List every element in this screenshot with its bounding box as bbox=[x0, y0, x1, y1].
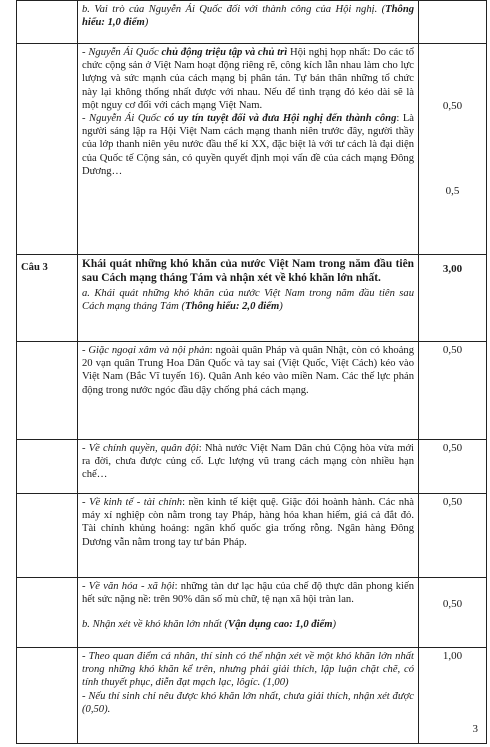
content-cell bbox=[78, 342, 419, 440]
score-cell bbox=[419, 578, 487, 648]
body-text: : Là người sáng lập ra Hội Việt Nam cách mạng thanh niên trước đây, người thầy của lớp thanh niên yêu nước đầu thế kỉ XX, đặc biệt là với tư cách là đại diện của Quốc tế Cộng sản, có quyền quyết định mọi vấn đề của cách mạng Đông Dương… bbox=[82, 113, 414, 177]
score-value: 0,50 bbox=[442, 100, 463, 112]
table-row bbox=[17, 494, 487, 578]
paragraph-partial: - Nếu thí sinh chỉ nêu được khó khăn lớn nhất, chưa giải thích, nhận xét được (0,50). bbox=[82, 690, 414, 715]
lead-text: - Về kinh tế - tài chính bbox=[82, 497, 183, 508]
lead-text: - Về chính quyền, quân đội bbox=[82, 443, 199, 454]
section-heading bbox=[82, 287, 414, 313]
question-label: Câu 3 bbox=[17, 255, 78, 342]
heading-paren-open: ( bbox=[178, 301, 186, 313]
question-cell bbox=[17, 494, 78, 578]
table-row bbox=[17, 342, 487, 440]
heading-level: Thông hiểu: 1,0 điểm bbox=[82, 4, 415, 29]
content-cell bbox=[78, 494, 419, 578]
content-cell bbox=[78, 1, 419, 44]
score-cell bbox=[419, 1, 487, 44]
question-title: Khái quát những khó khăn của nước Việt Nam trong năm đầu tiên sau Cách mạng tháng Tám và nhận xét về khó khăn lớn nhất. bbox=[82, 258, 414, 284]
table-row bbox=[17, 648, 487, 744]
content-cell bbox=[78, 578, 419, 648]
paragraph-prestige bbox=[82, 112, 414, 178]
question-cell bbox=[17, 1, 78, 44]
body-text: Hội nghị họp nhất: Do các tổ chức cộng sản ở Việt Nam hoạt động riêng rẽ, công kích lẫn nhau làm cho lực lượng và sức mạnh của cách mạng bị phân tán. Tự bản thân những tổ chức này lại không thống nhất được với nhau. Nếu để tình trạng đó kéo dài sẽ là một nguy cơ đối với cách mạng Việt Nam. bbox=[82, 47, 414, 111]
paragraph-culture bbox=[82, 580, 414, 606]
score-value: 0,50 bbox=[442, 598, 463, 610]
table-row bbox=[17, 1, 487, 44]
heading-text: b. Nhận xét về khó khăn lớn nhất bbox=[82, 619, 222, 631]
body-text: : những tàn dư lạc hậu của chế độ thực dân phong kiến hết sức nặng nề: trên 90% dân số mù chữ, tệ nạn xã hội tràn lan. bbox=[82, 581, 415, 606]
score-cell: 0,50 bbox=[419, 342, 487, 440]
score-cell bbox=[419, 44, 487, 255]
question-cell bbox=[17, 648, 78, 744]
heading-level: Vận dụng cao: 1,0 điểm bbox=[228, 619, 333, 631]
body-text: : Nhà nước Việt Nam Dân chủ Cộng hòa vừa mới ra đời, chưa được củng cố. Lực lượng vũ trang cách mạng còn nhiều hạn chế… bbox=[82, 443, 414, 481]
page-number: 3 bbox=[472, 723, 478, 735]
section-heading bbox=[82, 3, 414, 29]
heading-paren-close: ) bbox=[279, 301, 283, 313]
heading-paren-open: ( bbox=[221, 619, 228, 631]
section-heading bbox=[82, 618, 414, 631]
question-cell bbox=[17, 342, 78, 440]
table-row bbox=[17, 255, 487, 342]
question-cell bbox=[17, 440, 78, 494]
heading-text: a. Khái quát những khó khăn của nước Việt Nam trong năm đầu tiên sau Cách mạng tháng Tám bbox=[82, 288, 414, 313]
lead-text: - Giặc ngoại xâm và nội phản bbox=[82, 345, 210, 356]
content-cell bbox=[78, 255, 419, 342]
score-value: 0,5 bbox=[445, 185, 460, 198]
score-cell: 0,50 bbox=[419, 494, 487, 578]
paragraph-enemies bbox=[82, 344, 414, 397]
content-cell bbox=[78, 44, 419, 255]
heading-paren-close: ) bbox=[144, 17, 149, 29]
score-cell: 1,00 bbox=[419, 648, 487, 744]
body-text: : nền kinh tế kiệt quệ. Giặc đói hoành hành. Các nhà máy xí nghiệp còn nằm trong tay Pháp, hàng hóa khan hiếm, giá cả đắt đỏ. Tài chính khủng hoảng: ngân khố quốc gia trống rỗng. Ngân hàng Đông Dương vẫn nằm trong tay tư bản Pháp. bbox=[82, 497, 414, 548]
lead-text: - Nguyễn Ái Quốc bbox=[82, 47, 162, 58]
question-cell bbox=[17, 44, 78, 255]
heading-paren-open: . ( bbox=[374, 4, 386, 15]
score-cell: 3,00 bbox=[419, 255, 487, 342]
heading-paren-close: ) bbox=[332, 619, 337, 631]
lead-text: - Nguyễn Ái Quốc bbox=[82, 113, 165, 125]
emphasis-text: có uy tín tuyệt đối và đưa Hội nghị đến thành công bbox=[164, 113, 397, 125]
paragraph-economy bbox=[82, 496, 414, 549]
table-row bbox=[17, 44, 487, 255]
score-cell: 0,50 bbox=[419, 440, 487, 494]
lead-text: - Về văn hóa - xã hội bbox=[82, 581, 175, 592]
content-cell bbox=[78, 440, 419, 494]
paragraph-assessment: - Theo quan điểm cá nhân, thí sinh có thể nhận xét về một khó khăn lớn nhất trong những khó khăn kể trên, nhưng phải giải thích, lập luận chặt chẽ, có tính thuyết phục, diễn đạt mạch lạc, lôgíc. (1,00) bbox=[82, 651, 414, 689]
paragraph-government bbox=[82, 442, 414, 482]
emphasis-text: chủ động triệu tập và chủ trì bbox=[161, 47, 288, 58]
table-row bbox=[17, 578, 487, 648]
body-text: : ngoài quân Pháp và quân Nhật, còn có khoảng 20 vạn quân Trung Hoa Dân Quốc và tay sai (Việt Quốc, Việt Cách) kéo vào Việt Nam (Bắc Vĩ tuyến 16). Quân Anh kéo vào miền Nam. Các thế lực phản động trong nước ngóc đầu dậy chống phá cách mạng. bbox=[82, 345, 414, 396]
heading-level: Thông hiểu: 2,0 điểm bbox=[185, 301, 280, 313]
answer-key-table bbox=[16, 0, 487, 744]
content-cell bbox=[78, 648, 419, 744]
question-cell bbox=[17, 578, 78, 648]
table-row bbox=[17, 440, 487, 494]
heading-text: b. Vai trò của Nguyễn Ái Quốc đối với thành công của Hội nghị bbox=[82, 4, 375, 15]
paragraph-convene bbox=[82, 46, 414, 112]
